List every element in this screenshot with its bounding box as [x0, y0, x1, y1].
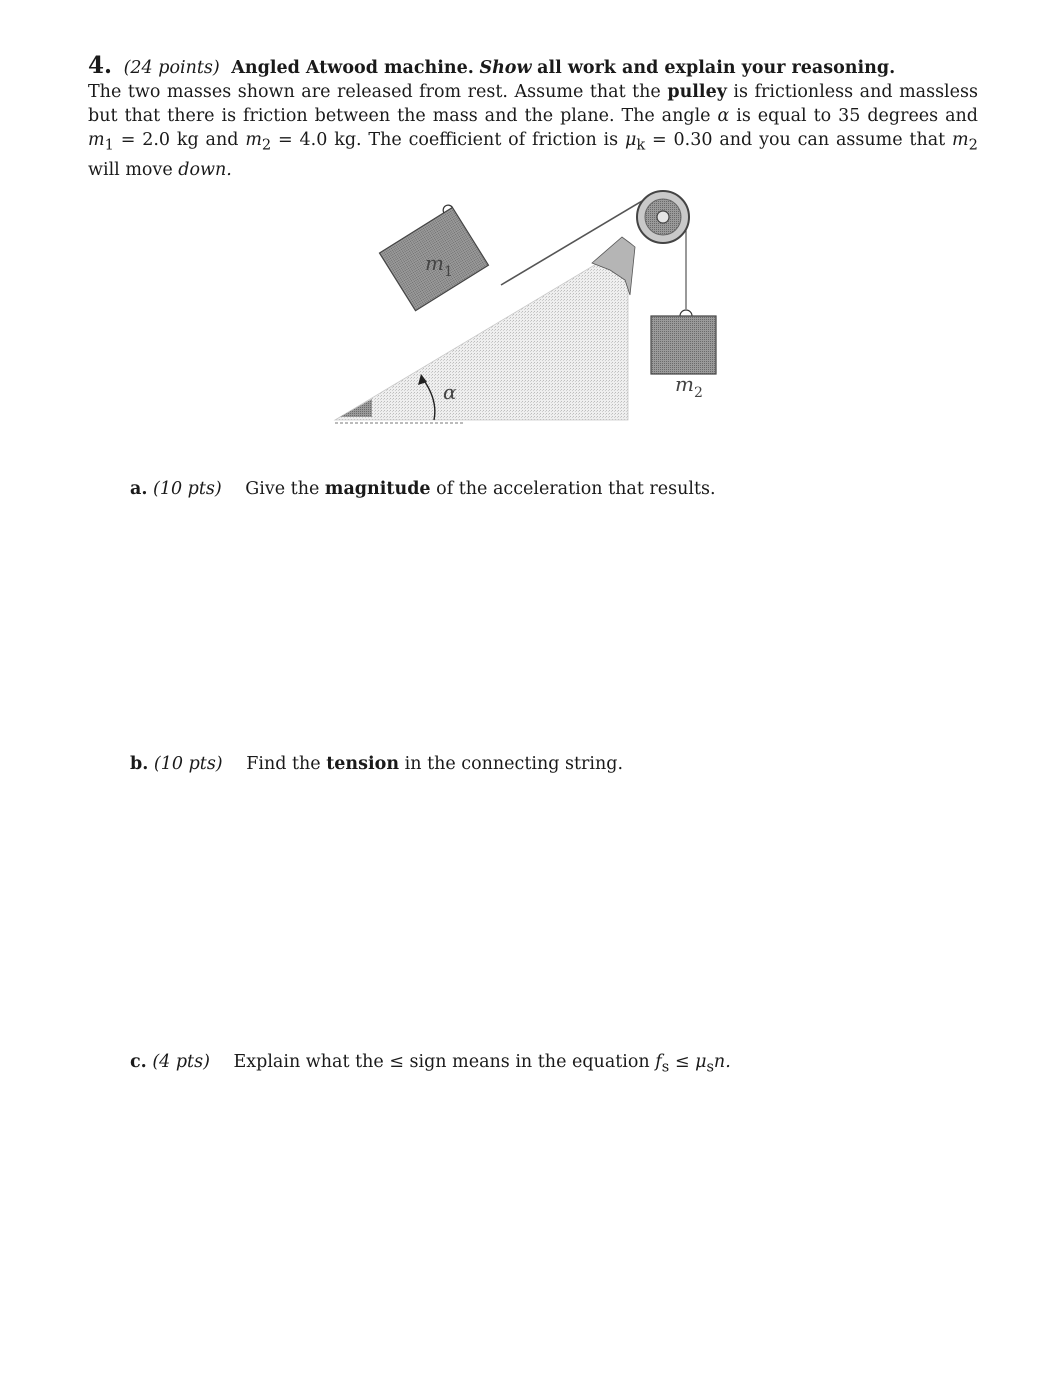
m2-subscript: 2 [261, 136, 272, 154]
label-m1: $m_1$ [425, 251, 453, 280]
mu-s-subscript: s [706, 1058, 714, 1076]
problem-4 [88, 54, 978, 182]
instruction-text: all work and explain your reasoning. [537, 58, 896, 78]
part-b-keyword: tension [326, 754, 400, 774]
part-a [130, 479, 716, 499]
mu-subscript: k [636, 136, 646, 154]
part-c [130, 1052, 731, 1076]
part-a-text: Give the [245, 479, 320, 499]
f-subscript: s [661, 1058, 670, 1076]
part-a-text: of the acceleration that results. [436, 479, 716, 499]
incline-plane [335, 245, 628, 420]
part-b-question [246, 754, 623, 774]
part-b-points: (10 pts) [153, 754, 223, 774]
part-b-text: Find the [246, 754, 321, 774]
n-symbol: n. [713, 1052, 731, 1072]
part-a-question [245, 479, 715, 499]
instruction-emphasis: Show [479, 58, 532, 78]
part-c-text: Explain what the ≤ sign means in the equation [233, 1052, 650, 1072]
part-c-question [233, 1052, 731, 1076]
m2-subscript: 2 [968, 136, 978, 154]
part-b-label: b. [130, 754, 149, 774]
part-a-keyword: magnitude [324, 479, 431, 499]
problem-number: 4. [88, 52, 113, 79]
pulley-axle [657, 211, 669, 223]
body-text: = 0.30 and you can assume that [652, 130, 946, 150]
body-text: is frictionless and massless but that there is friction between the mass and the plane. The angle [88, 82, 978, 126]
problem-header [88, 54, 978, 80]
le-symbol: ≤ [674, 1052, 690, 1072]
mu-s-symbol: μ [695, 1052, 707, 1072]
problem-title: Angled Atwood machine. [231, 58, 474, 78]
atwood-figure [330, 185, 730, 435]
part-b-text: in the connecting string. [404, 754, 624, 774]
body-text: = 4.0 kg. The coefficient of friction is [278, 130, 619, 150]
body-text: is equal to 35 degrees and [736, 106, 978, 126]
problem-body [88, 80, 978, 182]
pulley-term: pulley [667, 82, 727, 102]
f-symbol: f [655, 1052, 662, 1072]
label-m2: $m_2$ [675, 372, 703, 401]
body-text: = 2.0 kg and [120, 130, 239, 150]
down-word: down. [178, 159, 232, 180]
body-text: The two masses shown are released from rest. Assume that the [88, 82, 661, 102]
block-m2 [651, 310, 716, 374]
alpha-symbol: α [717, 106, 730, 126]
part-c-label: c. [130, 1052, 147, 1072]
part-b [130, 754, 623, 774]
part-c-points: (4 pts) [152, 1052, 210, 1072]
mu-symbol: μ [624, 130, 637, 150]
m2-symbol: m [245, 130, 262, 150]
problem-points: (24 points) [123, 58, 220, 78]
m2-symbol: m [952, 130, 969, 150]
part-a-points: (10 pts) [153, 479, 222, 499]
m1-subscript: 1 [104, 136, 114, 154]
body-text: will move [88, 159, 173, 180]
m1-symbol: m [88, 130, 105, 150]
label-alpha: α [443, 380, 457, 404]
part-a-label: a. [130, 479, 148, 499]
